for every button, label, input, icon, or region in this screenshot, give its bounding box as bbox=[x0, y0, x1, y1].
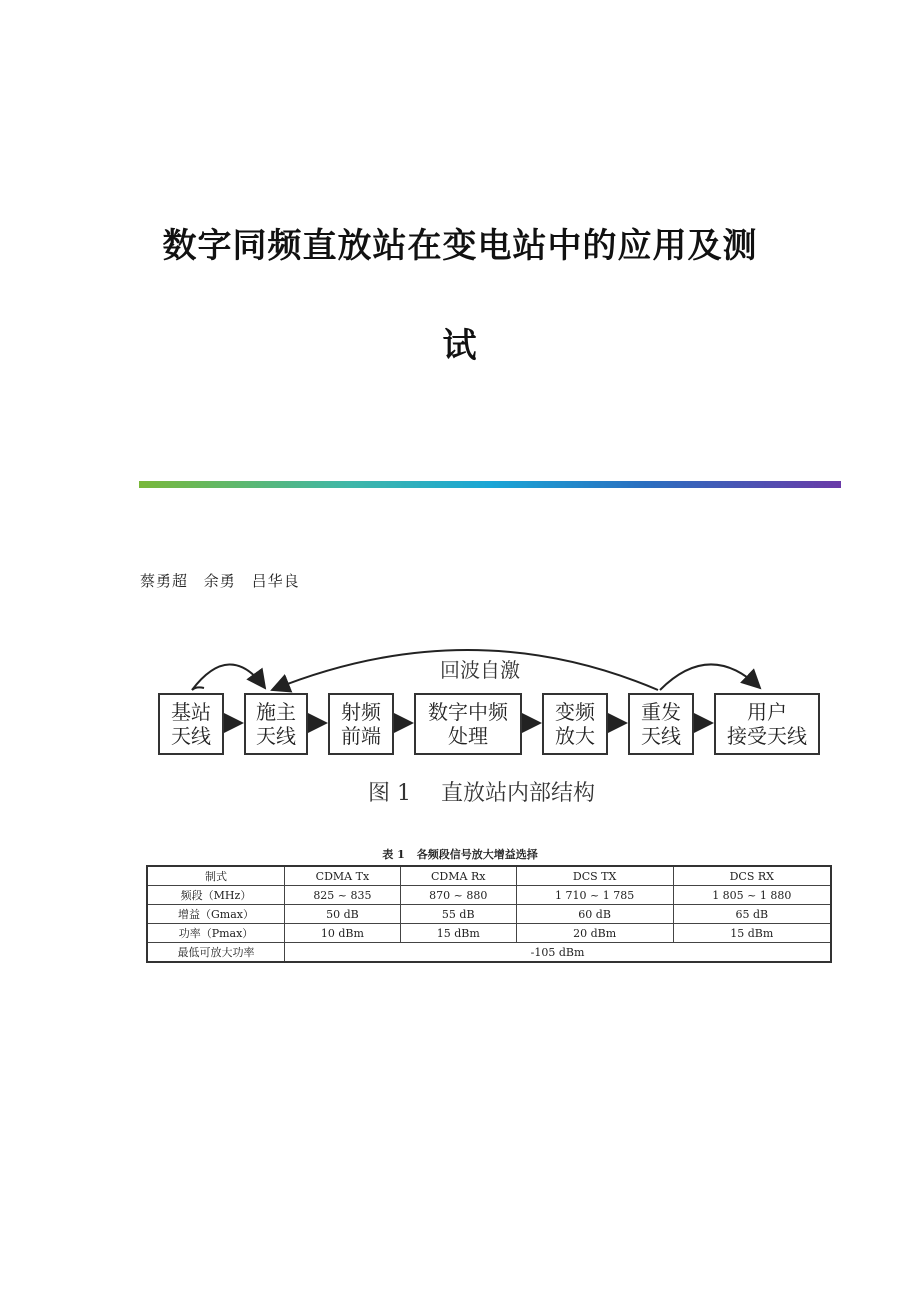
author-list bbox=[140, 570, 310, 591]
table-cell: 10 dBm bbox=[285, 924, 401, 943]
block-label: 天线 bbox=[171, 724, 211, 748]
table-header-row bbox=[147, 866, 831, 886]
block-label: 天线 bbox=[641, 724, 681, 748]
digital-if-block bbox=[414, 693, 522, 755]
table-cell: 60 dB bbox=[516, 905, 673, 924]
table-cell: 870 ~ 880 bbox=[400, 886, 516, 905]
author-name: 余勇 bbox=[203, 572, 236, 590]
block-label: 射频 bbox=[341, 700, 381, 724]
table-cell: 55 dB bbox=[400, 905, 516, 924]
author-name: 吕华良 bbox=[251, 572, 300, 590]
echo-loop-label: 回波自激 bbox=[440, 658, 520, 682]
block-label: 基站 bbox=[171, 700, 211, 724]
table-header-cell: DCS RX bbox=[673, 866, 831, 886]
curved-arrow bbox=[192, 664, 265, 690]
block-label: 处理 bbox=[448, 724, 488, 748]
table-header-cell: CDMA Tx bbox=[285, 866, 401, 886]
table-number: 表 1 bbox=[382, 848, 405, 861]
table-row bbox=[147, 905, 831, 924]
table-cell: 1 805 ~ 1 880 bbox=[673, 886, 831, 905]
block-label: 用户 bbox=[747, 700, 787, 724]
block-label: 接受天线 bbox=[727, 724, 807, 748]
table-title-text: 各频段信号放大增益选择 bbox=[416, 848, 538, 861]
table-cell: 最低可放大功率 bbox=[147, 943, 285, 963]
table-cell: 功率（Pmax） bbox=[147, 924, 285, 943]
gain-selection-table bbox=[146, 865, 832, 963]
figure-caption-text: 直放站内部结构 bbox=[441, 781, 596, 806]
document-title-line1: 数字同频直放站在变电站中的应用及测 bbox=[162, 226, 758, 266]
document-title-line2: 试 bbox=[442, 326, 478, 366]
table-cell: 15 dBm bbox=[673, 924, 831, 943]
table-row bbox=[147, 943, 831, 963]
table-header-cell: DCS TX bbox=[516, 866, 673, 886]
figure-number: 图 1 bbox=[368, 781, 411, 806]
table-cell: 50 dB bbox=[285, 905, 401, 924]
block-label: 变频 bbox=[555, 700, 595, 724]
table-cell: 频段（MHz） bbox=[147, 886, 285, 905]
block-label: 重发 bbox=[641, 700, 681, 724]
table-cell: 20 dBm bbox=[516, 924, 673, 943]
retransmit-antenna-block bbox=[628, 693, 694, 755]
block-label: 数字中频 bbox=[428, 700, 508, 724]
base-station-antenna-block bbox=[158, 693, 224, 755]
frequency-conversion-amplifier-block bbox=[542, 693, 608, 755]
table-cell: 65 dB bbox=[673, 905, 831, 924]
curved-arrow bbox=[660, 664, 760, 690]
table-cell: 增益（Gmax） bbox=[147, 905, 285, 924]
table-header-cell: 制式 bbox=[147, 866, 285, 886]
block-label: 前端 bbox=[341, 724, 381, 748]
rf-frontend-block bbox=[328, 693, 394, 755]
block-label: 放大 bbox=[555, 724, 595, 748]
table-cell: 1 710 ~ 1 785 bbox=[516, 886, 673, 905]
table-cell: -105 dBm bbox=[285, 943, 832, 963]
curved-arrow bbox=[192, 687, 204, 690]
table-cell: 825 ~ 835 bbox=[285, 886, 401, 905]
gradient-divider bbox=[139, 481, 841, 488]
figure-caption bbox=[368, 776, 595, 807]
block-label: 施主 bbox=[256, 700, 296, 724]
user-receive-antenna-block bbox=[714, 693, 820, 755]
donor-antenna-block bbox=[244, 693, 308, 755]
table-row bbox=[147, 886, 831, 905]
table-row bbox=[147, 924, 831, 943]
table-cell: 15 dBm bbox=[400, 924, 516, 943]
block-label: 天线 bbox=[256, 724, 296, 748]
table-title bbox=[0, 846, 920, 862]
author-name: 蔡勇超 bbox=[140, 572, 189, 590]
table-header-cell: CDMA Rx bbox=[400, 866, 516, 886]
